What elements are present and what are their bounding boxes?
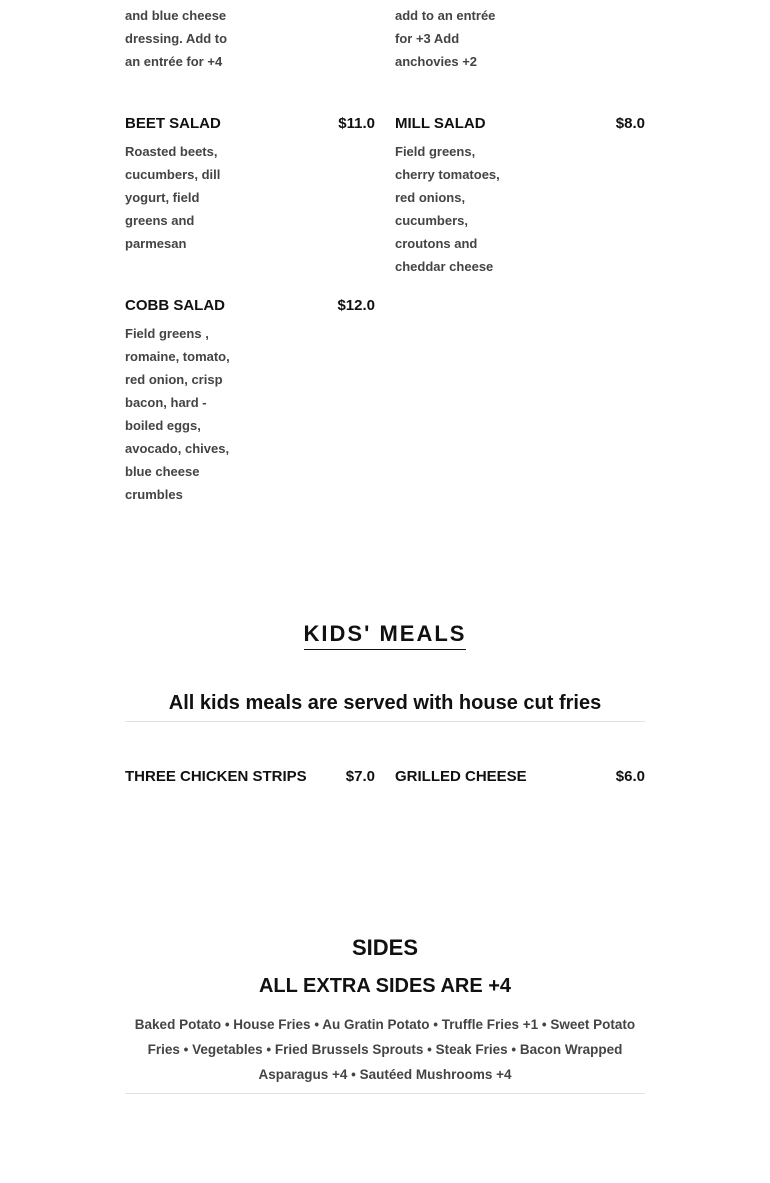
salad-description-partial-right: add to an entrée for +3 Add anchovies +2 <box>395 8 496 69</box>
kids-item-price-chicken-strips: $7.0 <box>345 768 375 785</box>
sides-heading: SIDES <box>351 935 419 960</box>
mill-salad-price: $8.0 <box>615 115 645 132</box>
kids-item-price-grilled-cheese: $6.0 <box>615 768 645 785</box>
beet-salad-name: BEET SALAD <box>125 115 221 132</box>
beet-salad-description: Roasted beets, cucumbers, dill yogurt, field greens and parmesan <box>125 144 221 251</box>
sides-list: Baked Potato • House Fries • Au Gratin Potato • Truffle Fries +1 • Sweet Potato Fries • Vegetables • Fried Brussels Sprouts • Steak Fries • Bacon Wrapped Asparagus +4 • Sautéed Mushrooms +4 <box>134 1017 636 1082</box>
sides-subheading: ALL EXTRA SIDES ARE +4 <box>258 975 512 997</box>
kids-meals-title: KIDS' MEALS <box>304 620 467 650</box>
mill-salad-name: MILL SALAD <box>395 115 486 132</box>
kids-divider <box>125 721 645 722</box>
cobb-salad-price: $12.0 <box>337 297 375 314</box>
beet-salad-price: $11.0 <box>338 115 375 132</box>
kids-item-name-chicken-strips: THREE CHICKEN STRIPS <box>125 768 307 785</box>
cobb-salad-name: COBB SALAD <box>125 297 225 314</box>
cobb-salad-description: Field greens , romaine, tomato, red onion, crisp bacon, hard - boiled eggs, avocado, chives, blue cheese crumbles <box>125 326 230 502</box>
mill-salad-description: Field greens, cherry tomatoes, red onions, cucumbers, croutons and cheddar cheese <box>395 144 500 274</box>
kids-meals-heading <box>0 620 770 650</box>
sides-divider <box>125 1093 645 1094</box>
kids-meals-note: All kids meals are served with house cut fries <box>168 692 602 714</box>
salad-description-partial-left: and blue cheese dressing. Add to an entrée for +4 <box>125 8 228 69</box>
kids-item-name-grilled-cheese: GRILLED CHEESE <box>395 768 527 785</box>
